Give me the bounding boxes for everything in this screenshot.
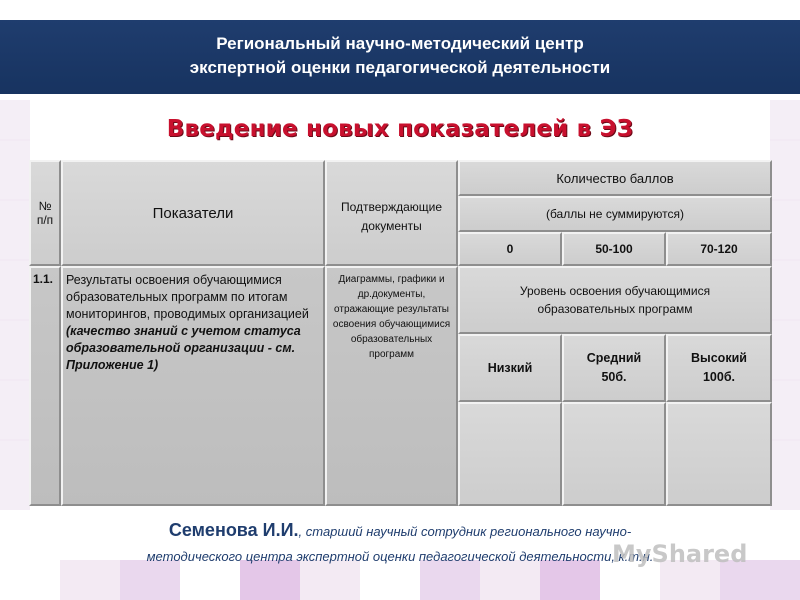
range-label-0: 0: [506, 242, 514, 256]
header-line-2: экспертной оценки педагогической деятельности: [189, 58, 611, 77]
header-documents-label: Подтверждающие документы: [340, 200, 443, 233]
range-label-1: 50-100: [595, 242, 633, 256]
empty-cell-medium: [562, 402, 666, 506]
header-points-label: Количество баллов: [556, 170, 674, 186]
header-banner: [0, 20, 800, 94]
level-header-cell: [458, 266, 772, 334]
row-number-cell: [29, 266, 61, 506]
level-cell-high: [666, 334, 772, 402]
row-documents-text: Диаграммы, графики и др.документы, отражающие результаты освоения обучающимися образовательных программ: [332, 274, 451, 360]
row-indicator-cell: [61, 266, 325, 506]
header-line-1: Региональный научно-методический центр: [216, 34, 584, 53]
level-high-points: 100б.: [702, 370, 736, 384]
author-position-1: , старший научный сотрудник регионального научно-: [298, 524, 632, 539]
range-label-2: 70-120: [700, 242, 738, 256]
slide-title: Введение новых показателей в ЭЗ: [166, 116, 634, 142]
level-low-name: Низкий: [487, 361, 533, 375]
header-number-label: № п/п: [36, 199, 54, 227]
watermark: MyShared: [612, 540, 748, 568]
header-cell-points: [458, 160, 772, 196]
header-cell-number: [29, 160, 61, 266]
range-cell-0: [458, 232, 562, 266]
empty-cell-high: [666, 402, 772, 506]
level-high-name: Высокий: [691, 351, 747, 365]
author-name: Семенова И.И.: [168, 520, 299, 540]
row-indicator-text: Результаты освоения обучающимися образовательных программ по итогам мониторингов, проводимых организацией: [66, 273, 309, 321]
header-cell-indicators: [61, 160, 325, 266]
row-indicator-note: (качество знаний с учетом статуса образовательной организации - см. Приложение 1): [66, 324, 301, 372]
author-line-1: [0, 520, 800, 541]
level-cell-low: [458, 334, 562, 402]
empty-cell-low: [458, 402, 562, 506]
row-number: 1.1.: [33, 272, 54, 286]
level-medium-name: Средний: [586, 351, 642, 365]
header-indicators-label: Показатели: [152, 204, 234, 222]
header-cell-points-note: [458, 196, 772, 232]
range-cell-2: [666, 232, 772, 266]
header-cell-documents: [325, 160, 458, 266]
row-documents-cell: [325, 266, 458, 506]
author-position-2: методического центра экспертной оценки педагогической деятельности, к.т.н.: [146, 549, 654, 564]
points-note-label: (баллы не суммируются): [545, 207, 685, 221]
level-medium-points: 50б.: [601, 370, 627, 384]
level-header-text: Уровень освоения обучающимися образовательных программ: [519, 284, 711, 316]
level-cell-medium: [562, 334, 666, 402]
range-cell-1: [562, 232, 666, 266]
